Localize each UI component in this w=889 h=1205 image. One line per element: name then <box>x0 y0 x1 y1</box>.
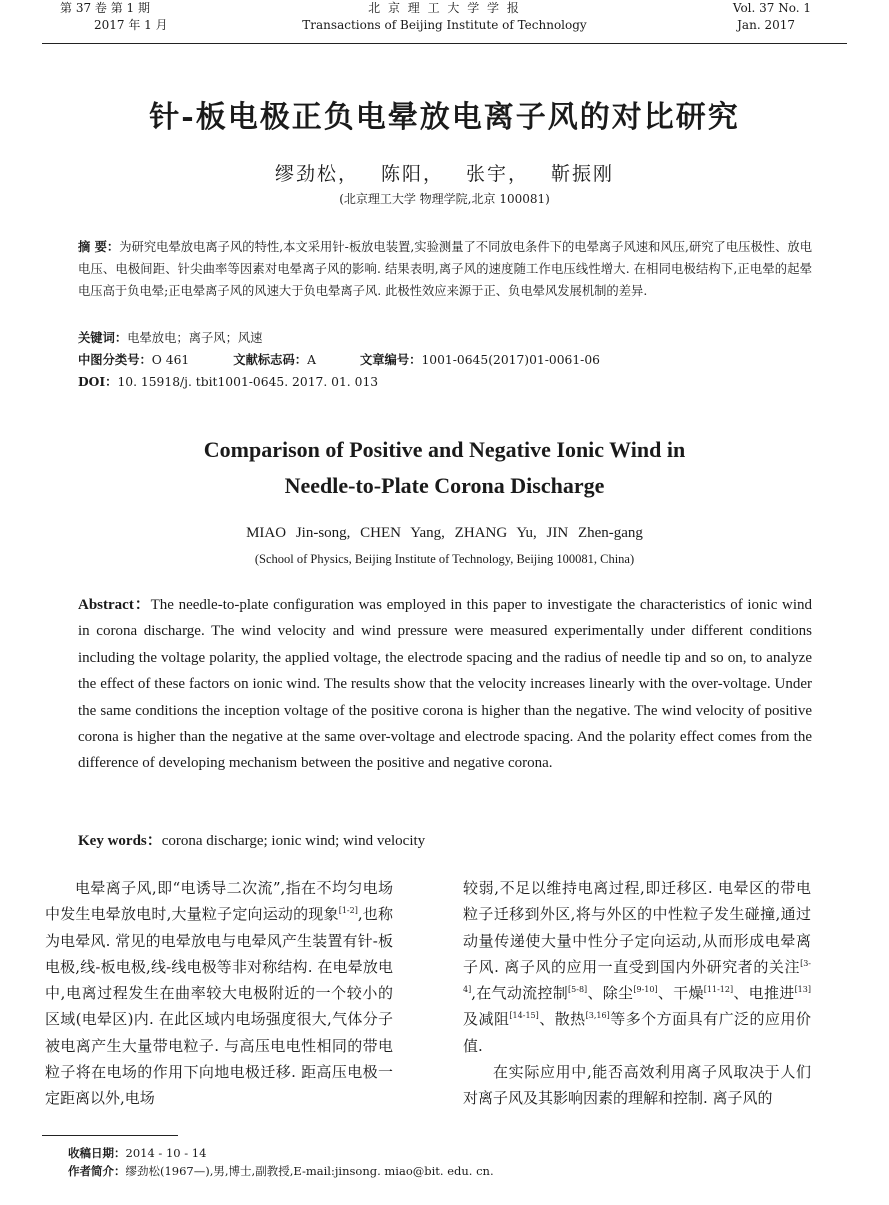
keywords-cn-label: 关键词： <box>78 330 128 345</box>
citation[interactable]: [3-4] <box>463 958 811 995</box>
abstract-en-text: The needle-to-plate configuration was employed in this paper to investigate the characteristics of ionic wind in corona discharge. The wind velocity and wind pressure were measured experimentally under different conditions including the voltage polarity, the applied voltage, the electrode spacing and the radius of needle tip and so on, to analyze the effect of these factors on ionic wind. The results show that the velocity increases linearly with the over-voltage. Under the same conditions the inception voltage of the positive corona is higher than the negative. The wind velocity of positive corona is higher than the negative at the same over-voltage and electrode spacing. And the polarity effect comes from the difference of developing mechanism between the positive and negative corona. <box>78 597 812 772</box>
abstract-cn-text: 为研究电晕放电离子风的特性,本文采用针-板放电装置,实验测量了不同放电条件下的电晕离子风速和风压,研究了电压极性、放电电压、电极间距、针尖曲率等因素对电晕离子风的影响. 结果表明,离子风的速度随工作电压线性增大. 在相同电极结构下,正电晕的起晕电压高于负电晕;正电晕离子风的风速大于负电晕离子风. 此极性效应来源于正、负电晕风发展机制的差异. <box>78 240 813 298</box>
doi-line <box>78 371 812 393</box>
citation[interactable]: [14-15] <box>509 1011 539 1021</box>
doi-label: DOI： <box>78 374 118 389</box>
journal-name-cn: 北 京 理 工 大 学 学 报 <box>368 1 521 15</box>
abstract-en-label: Abstract： <box>78 597 151 613</box>
article-no-value: 1001-0645(2017)01-0061-06 <box>421 353 600 367</box>
clc-label: 中图分类号： <box>78 352 152 367</box>
body-column-left <box>45 875 393 1112</box>
body-paragraph: 较弱,不足以维持电离过程,即迁移区. 电晕区的带电粒子迁移到外区,将与外区的中性粒子发生碰撞,通过动量传递使大量中性分子定向运动,从而形成电晕离子风. 离子风的应用一直受到国内外研究者的关注[3-4],在气动流控制[5-8]、除尘[9-10]、干燥[11-12]、电推进[13]及减阻[14-15]、散热[3,16]等多个方面具有广泛的应用价值. <box>463 879 811 1055</box>
citation[interactable]: [3,16] <box>585 1011 610 1021</box>
classification-line <box>78 349 812 371</box>
citation[interactable]: [1-2] <box>338 906 358 916</box>
body-paragraph: 在实际应用中,能否高效利用离子风取决于人们对离子风及其影响因素的理解和控制. 离子风的 <box>463 1063 811 1108</box>
citation[interactable]: [5-8] <box>568 985 588 995</box>
paper-title-en-line1: Comparison of Positive and Negative Ionic Wind in <box>203 437 686 462</box>
article-no-label: 文章编号： <box>359 352 422 367</box>
body-paragraph: 电晕离子风,即“电诱导二次流”,指在不均匀电场中发生电晕放电时,大量粒子定向运动的现象[1-2],也称为电晕风. 常见的电晕放电与电晕风产生装置有针-板电极,线-板电极,线-线电极等非对称结构. 在电晕放电中,电离过程发生在曲率较大电极附近的一个较小的区域(电晕区)内. 在此区域内电场强度很大,气体分子被电离产生大量带电粒子. 与高压电电性相同的带电粒子将在电场的作用下向地电极迁移. 距高压电极一定距离以外,电场 <box>45 879 393 1108</box>
volume-issue-en: Vol. 37 No. 1 <box>732 1 811 15</box>
keywords-en-label: Key words： <box>78 833 162 849</box>
author-bio: 缪劲松(1967—),男,博士,副教授,E-mail:jinsong. miao@bit. edu. cn. <box>125 1164 494 1178</box>
doi-link[interactable]: 10. 15918/j. tbit1001-0645. 2017. 01. 013 <box>117 375 379 389</box>
author-bio-label: 作者简介： <box>68 1164 126 1178</box>
keywords-cn-text: 电晕放电；离子风；风速 <box>127 331 263 345</box>
citation[interactable]: [11-12] <box>703 985 734 995</box>
footnote-rule <box>42 1135 178 1136</box>
paper-title-en-line2: Needle-to-Plate Corona Discharge <box>284 473 605 498</box>
paper-title-cn: 针-板电极正负电晕放电离子风的对比研究 <box>149 100 740 135</box>
date-en: Jan. 2017 <box>737 18 795 32</box>
affiliation-cn: (北京理工大学 物理学院,北京 100081) <box>339 192 550 206</box>
affiliation-en: (School of Physics, Beijing Institute of Technology, Beijing 100081, China) <box>254 552 635 566</box>
keywords-en <box>78 829 812 850</box>
received-label: 收稿日期： <box>68 1146 126 1160</box>
paper-title-en <box>0 432 889 504</box>
header-right <box>733 0 811 34</box>
doc-code-value: A <box>307 353 316 367</box>
keywords-en-text: corona discharge; ionic wind; wind velocity <box>161 833 426 849</box>
date-cn: 2017 年 1 月 <box>94 18 168 32</box>
abstract-cn-label: 摘 要： <box>78 239 120 254</box>
clc-value: O 461 <box>151 353 190 367</box>
volume-issue-cn: 第 37 卷 第 1 期 <box>60 1 150 15</box>
footnote-author <box>68 1163 494 1180</box>
footnote-received <box>68 1145 206 1162</box>
authors-cn: 缪劲松， 陈阳， 张宇， 靳振刚 <box>274 163 615 185</box>
received-date: 2014 - 10 - 14 <box>125 1146 207 1160</box>
abstract-cn <box>78 236 812 302</box>
doc-code-label: 文献标志码： <box>233 352 308 367</box>
citation[interactable]: [9-10] <box>633 985 658 995</box>
authors-en: MIAO Jin-song, CHEN Yang, ZHANG Yu, JIN Zhen-gang <box>246 525 643 541</box>
header-rule <box>42 43 847 44</box>
abstract-en <box>78 592 812 777</box>
citation[interactable]: [13] <box>794 985 811 995</box>
journal-name-en: Transactions of Beijing Institute of Technology <box>302 18 587 32</box>
keywords-cn <box>78 327 812 349</box>
body-column-right <box>463 875 811 1112</box>
